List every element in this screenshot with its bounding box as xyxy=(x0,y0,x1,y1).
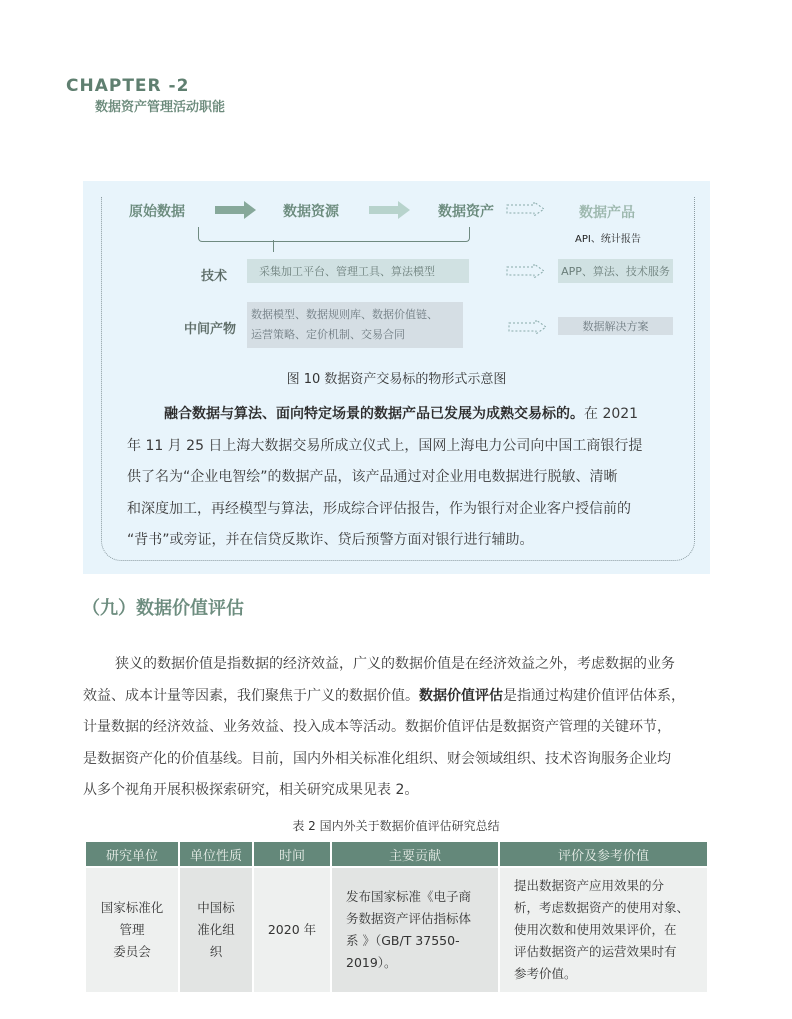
para-bold-term: 数据价值评估 xyxy=(419,687,503,704)
arrow-right-icon xyxy=(215,204,257,216)
para-line: 狭义的数据价值是指数据的经济效益，广义的数据价值是在经济效益之外，考虑数据的业务 xyxy=(115,656,675,672)
section-paragraph xyxy=(83,649,723,807)
cell-unit xyxy=(86,868,178,992)
node-data-asset: 数据资产 xyxy=(438,204,494,220)
cell-line: 评估数据资产的运营效果时有 xyxy=(514,944,677,959)
callout-paragraph xyxy=(127,399,687,557)
cell-line: 委员会 xyxy=(113,944,151,959)
header-cell: 研究单位 xyxy=(86,842,178,868)
callout-line: 年 11 月 25 日上海大数据交易所成立仪式上，国网上海电力公司向中国工商银行提 xyxy=(127,437,643,454)
row-label-tech: 技术 xyxy=(201,269,228,284)
cell-nature xyxy=(180,868,252,992)
intermediate-line: 运营策略、定价机制、交易合同 xyxy=(251,328,405,341)
cell-line: 2019）。 xyxy=(346,955,397,970)
para-line xyxy=(83,681,723,713)
cell-line: 参考价值。 xyxy=(514,966,577,981)
chapter-subtitle: 数据资产管理活动职能 xyxy=(95,100,226,115)
section-title: （九）数据价值评估 xyxy=(82,598,244,619)
arrow-right-icon xyxy=(369,204,411,216)
dashed-arrow-icon xyxy=(508,319,548,335)
dashed-arrow-icon xyxy=(506,263,546,279)
para-text: 效益、成本计量等因素，我们聚焦于广义的数据价值。 xyxy=(83,687,419,704)
para-line: 从多个视角开展积极探索研究，相关研究成果见表 2。 xyxy=(83,782,419,798)
cell-time: 2020 年 xyxy=(254,868,330,992)
cell-line: 使用次数和使用效果评价，在 xyxy=(514,922,677,937)
table-row xyxy=(86,868,707,992)
cell-line: 析，考虑数据资产的使用对象、 xyxy=(514,900,690,915)
cell-contribution xyxy=(332,868,498,992)
cell-line: 务数据资产评估指标体 xyxy=(346,911,472,926)
tech-box: 采集加工平台、管理工具、算法模型 xyxy=(247,259,469,283)
cell-line: 织 xyxy=(209,944,223,959)
callout-line: 供了名为“企业电智绘”的数据产品，该产品通过对企业用电数据进行脱敏、清晰 xyxy=(127,469,618,485)
callout-line: “背书”或旁证，并在信贷反欺诈、贷后预警方面对银行进行辅助。 xyxy=(127,532,534,548)
row-label-intermediate: 中间产物 xyxy=(184,322,237,337)
intermediate-result-box: 数据解决方案 xyxy=(558,317,673,335)
brace-bracket xyxy=(198,227,470,242)
header-cell: 评价及参考价值 xyxy=(500,842,707,868)
para-text: 是指通过构建价值评估体系， xyxy=(503,687,685,704)
node-raw-data: 原始数据 xyxy=(129,204,185,220)
cell-line: 发布国家标准《电子商 xyxy=(346,889,472,904)
cell-line: 国家标准化 xyxy=(100,900,164,915)
cell-line: 准化组 xyxy=(197,922,235,937)
header-cell: 主要贡献 xyxy=(332,842,498,868)
para-line: 计量数据的经济效益、业务效益、投入成本等活动。数据价值评估是数据资产管理的关键环节， xyxy=(83,719,671,735)
intermediate-box xyxy=(247,302,463,348)
node-data-product: 数据产品 xyxy=(579,205,635,221)
table-header-row xyxy=(86,842,707,868)
tech-result-box: APP、算法、技术服务 xyxy=(558,259,673,283)
cell-line: 中国标 xyxy=(197,900,235,915)
research-summary-table xyxy=(84,842,709,992)
brace-tick xyxy=(273,240,274,252)
product-note: API、统计报告 xyxy=(575,234,641,245)
callout-line: 在 2021 xyxy=(584,406,639,422)
cell-line: 提出数据资产应用效果的分 xyxy=(514,878,665,893)
cell-evaluation xyxy=(500,868,707,992)
callout-line: 和深度加工，再经模型与算法，形成综合评估报告，作为银行对企业客户授信前的 xyxy=(127,500,631,517)
chapter-label: CHAPTER -2 xyxy=(66,76,190,96)
para-line: 是数据资产化的价值基线。目前，国内外相关标准化组织、财会领域组织、技术咨询服务企业均 xyxy=(83,750,671,767)
figure-callout-panel xyxy=(83,181,710,574)
table-caption: 表 2 国内外关于数据价值评估研究总结 xyxy=(292,819,500,833)
node-data-resource: 数据资源 xyxy=(283,204,339,220)
cell-line: 系 》（GB/T 37550- xyxy=(346,933,460,948)
cell-line: 管理 xyxy=(119,922,145,937)
dashed-arrow-icon xyxy=(506,201,546,217)
figure-caption: 图 10 数据资产交易标的物形式示意图 xyxy=(286,372,507,387)
header-cell: 时间 xyxy=(254,842,330,868)
header-cell: 单位性质 xyxy=(180,842,252,868)
callout-bold-lead: 融合数据与算法、面向特定场景的数据产品已发展为成熟交易标的。 xyxy=(164,406,584,422)
intermediate-line: 数据模型、数据规则库、数据价值链、 xyxy=(251,308,438,321)
